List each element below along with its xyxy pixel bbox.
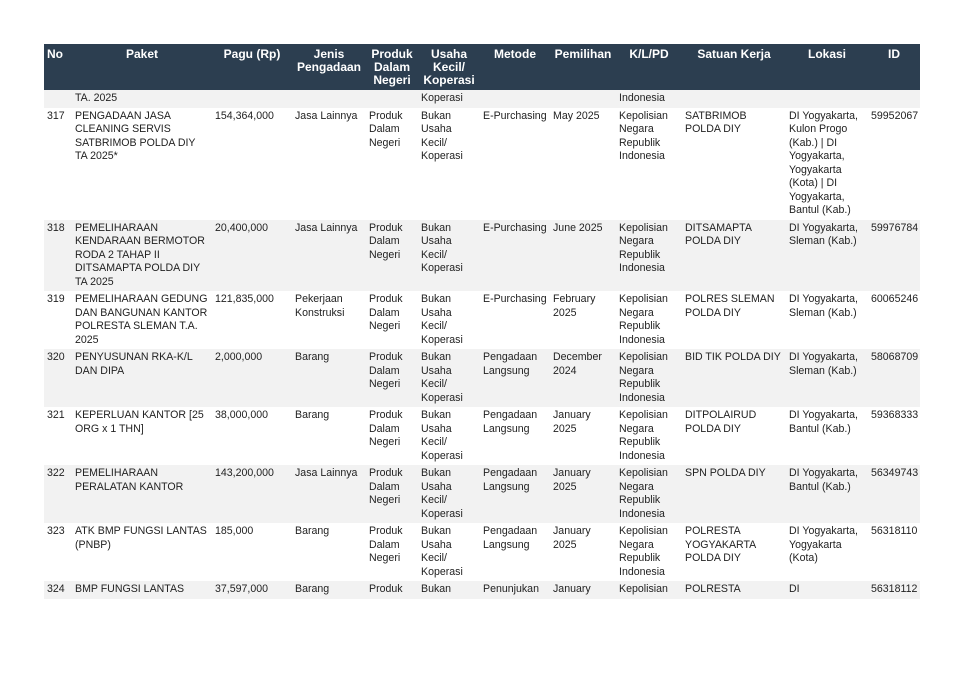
cell-pemilihan: February 2025	[550, 291, 616, 349]
column-header-pagu: Pagu (Rp)	[212, 44, 292, 90]
column-header-no: No	[44, 44, 72, 90]
cell-id: 56318110	[868, 523, 920, 581]
cell-usaha: Bukan Usaha Kecil/ Koperasi	[418, 220, 480, 292]
column-header-usaha: Usaha Kecil/ Koperasi	[418, 44, 480, 90]
cell-klpd: Kepolisian Negara Republik Indonesia	[616, 108, 682, 220]
cell-usaha: Bukan Usaha Kecil/ Koperasi	[418, 349, 480, 407]
cell-produk: Produk Dalam Negeri	[366, 220, 418, 292]
cell-no: 318	[44, 220, 72, 292]
cell-id: 60065246	[868, 291, 920, 349]
cell-pemilihan: May 2025	[550, 108, 616, 220]
column-header-jenis: Jenis Pengadaan	[292, 44, 366, 90]
table-row	[44, 523, 920, 581]
cell-pemilihan	[550, 90, 616, 108]
cell-paket: BMP FUNGSI LANTAS	[72, 581, 212, 599]
cell-pagu: 154,364,000	[212, 108, 292, 220]
cell-klpd: Kepolisian Negara Republik Indonesia	[616, 291, 682, 349]
cell-pagu: 121,835,000	[212, 291, 292, 349]
cell-produk: Produk Dalam Negeri	[366, 523, 418, 581]
cell-lokasi: DI	[786, 581, 868, 599]
cell-no: 320	[44, 349, 72, 407]
cell-satker: BID TIK POLDA DIY	[682, 349, 786, 407]
cell-pagu	[212, 90, 292, 108]
cell-paket: KEPERLUAN KANTOR [25 ORG x 1 THN]	[72, 407, 212, 465]
cell-produk: Produk Dalam Negeri	[366, 108, 418, 220]
cell-metode: Pengadaan Langsung	[480, 465, 550, 523]
cell-jenis: Barang	[292, 349, 366, 407]
cell-id: 59368333	[868, 407, 920, 465]
cell-pemilihan: January 2025	[550, 523, 616, 581]
cell-pemilihan: December 2024	[550, 349, 616, 407]
cell-no: 319	[44, 291, 72, 349]
cell-no: 322	[44, 465, 72, 523]
cell-jenis: Jasa Lainnya	[292, 108, 366, 220]
cell-lokasi: DI Yogyakarta, Sleman (Kab.)	[786, 220, 868, 292]
cell-pagu: 20,400,000	[212, 220, 292, 292]
cell-pagu: 38,000,000	[212, 407, 292, 465]
cell-jenis	[292, 90, 366, 108]
procurement-table-page	[44, 44, 920, 599]
cell-metode: Penunjukan	[480, 581, 550, 599]
cell-metode: Pengadaan Langsung	[480, 523, 550, 581]
cell-no: 324	[44, 581, 72, 599]
cell-satker: DITSAMAPTA POLDA DIY	[682, 220, 786, 292]
cell-id: 56318112	[868, 581, 920, 599]
cell-lokasi: DI Yogyakarta, Bantul (Kab.)	[786, 465, 868, 523]
cell-klpd: Kepolisian Negara Republik Indonesia	[616, 465, 682, 523]
cell-pemilihan: June 2025	[550, 220, 616, 292]
cell-usaha: Bukan	[418, 581, 480, 599]
cell-paket: PENGADAAN JASA CLEANING SERVIS SATBRIMOB POLDA DIY TA 2025*	[72, 108, 212, 220]
procurement-table	[44, 44, 920, 599]
cell-jenis: Barang	[292, 581, 366, 599]
column-header-pemilihan: Pemilihan	[550, 44, 616, 90]
cell-pemilihan: January	[550, 581, 616, 599]
column-header-id: ID	[868, 44, 920, 90]
cell-satker: SPN POLDA DIY	[682, 465, 786, 523]
table-row	[44, 465, 920, 523]
cell-pemilihan: January 2025	[550, 465, 616, 523]
cell-jenis: Jasa Lainnya	[292, 220, 366, 292]
cell-metode: Pengadaan Langsung	[480, 349, 550, 407]
cell-klpd: Kepolisian Negara Republik Indonesia	[616, 407, 682, 465]
cell-paket: TA. 2025	[72, 90, 212, 108]
cell-klpd: Kepolisian Negara Republik Indonesia	[616, 523, 682, 581]
cell-produk: Produk Dalam Negeri	[366, 291, 418, 349]
cell-klpd: Indonesia	[616, 90, 682, 108]
cell-usaha: Bukan Usaha Kecil/ Koperasi	[418, 407, 480, 465]
cell-pagu: 2,000,000	[212, 349, 292, 407]
table-row	[44, 581, 920, 599]
cell-pemilihan: January 2025	[550, 407, 616, 465]
cell-produk: Produk	[366, 581, 418, 599]
cell-jenis: Pekerjaan Konstruksi	[292, 291, 366, 349]
cell-satker: DITPOLAIRUD POLDA DIY	[682, 407, 786, 465]
cell-metode: E-Purchasing	[480, 291, 550, 349]
table-row	[44, 407, 920, 465]
cell-lokasi: DI Yogyakarta, Yogyakarta (Kota)	[786, 523, 868, 581]
column-header-produk: Produk Dalam Negeri	[366, 44, 418, 90]
table-header-row	[44, 44, 920, 90]
cell-id: 59976784	[868, 220, 920, 292]
table-row	[44, 108, 920, 220]
table-row	[44, 90, 920, 108]
cell-lokasi: DI Yogyakarta, Kulon Progo (Kab.) | DI Yogyakarta, Yogyakarta (Kota) | DI Yogyakarta, Bantul (Kab.)	[786, 108, 868, 220]
cell-klpd: Kepolisian	[616, 581, 682, 599]
column-header-paket: Paket	[72, 44, 212, 90]
cell-satker: SATBRIMOB POLDA DIY	[682, 108, 786, 220]
cell-usaha: Koperasi	[418, 90, 480, 108]
cell-metode: E-Purchasing	[480, 220, 550, 292]
cell-id	[868, 90, 920, 108]
cell-paket: PENYUSUNAN RKA-K/L DAN DIPA	[72, 349, 212, 407]
table-row	[44, 349, 920, 407]
table-row	[44, 220, 920, 292]
cell-lokasi: DI Yogyakarta, Sleman (Kab.)	[786, 349, 868, 407]
cell-no: 317	[44, 108, 72, 220]
cell-no: 321	[44, 407, 72, 465]
cell-no: 323	[44, 523, 72, 581]
cell-metode	[480, 90, 550, 108]
cell-paket: PEMELIHARAAN KENDARAAN BERMOTOR RODA 2 TAHAP II DITSAMAPTA POLDA DIY TA 2025	[72, 220, 212, 292]
cell-id: 59952067	[868, 108, 920, 220]
cell-paket: ATK BMP FUNGSI LANTAS (PNBP)	[72, 523, 212, 581]
cell-jenis: Barang	[292, 523, 366, 581]
cell-lokasi: DI Yogyakarta, Sleman (Kab.)	[786, 291, 868, 349]
cell-satker: POLRESTA	[682, 581, 786, 599]
column-header-klpd: K/L/PD	[616, 44, 682, 90]
cell-usaha: Bukan Usaha Kecil/ Koperasi	[418, 523, 480, 581]
cell-lokasi: DI Yogyakarta, Bantul (Kab.)	[786, 407, 868, 465]
cell-pagu: 185,000	[212, 523, 292, 581]
cell-metode: Pengadaan Langsung	[480, 407, 550, 465]
cell-usaha: Bukan Usaha Kecil/ Koperasi	[418, 465, 480, 523]
cell-paket: PEMELIHARAAN PERALATAN KANTOR	[72, 465, 212, 523]
cell-klpd: Kepolisian Negara Republik Indonesia	[616, 220, 682, 292]
cell-pagu: 143,200,000	[212, 465, 292, 523]
table-row	[44, 291, 920, 349]
column-header-satker: Satuan Kerja	[682, 44, 786, 90]
cell-satker: POLRESTA YOGYAKARTA POLDA DIY	[682, 523, 786, 581]
cell-produk: Produk Dalam Negeri	[366, 465, 418, 523]
cell-usaha: Bukan Usaha Kecil/ Koperasi	[418, 108, 480, 220]
cell-usaha: Bukan Usaha Kecil/ Koperasi	[418, 291, 480, 349]
cell-produk: Produk Dalam Negeri	[366, 349, 418, 407]
cell-pagu: 37,597,000	[212, 581, 292, 599]
cell-produk: Produk Dalam Negeri	[366, 407, 418, 465]
cell-paket: PEMELIHARAAN GEDUNG DAN BANGUNAN KANTOR POLRESTA SLEMAN T.A. 2025	[72, 291, 212, 349]
cell-satker	[682, 90, 786, 108]
cell-no	[44, 90, 72, 108]
column-header-lokasi: Lokasi	[786, 44, 868, 90]
cell-lokasi	[786, 90, 868, 108]
column-header-metode: Metode	[480, 44, 550, 90]
cell-produk	[366, 90, 418, 108]
cell-jenis: Barang	[292, 407, 366, 465]
cell-id: 56349743	[868, 465, 920, 523]
cell-metode: E-Purchasing	[480, 108, 550, 220]
cell-jenis: Jasa Lainnya	[292, 465, 366, 523]
cell-klpd: Kepolisian Negara Republik Indonesia	[616, 349, 682, 407]
cell-satker: POLRES SLEMAN POLDA DIY	[682, 291, 786, 349]
cell-id: 58068709	[868, 349, 920, 407]
